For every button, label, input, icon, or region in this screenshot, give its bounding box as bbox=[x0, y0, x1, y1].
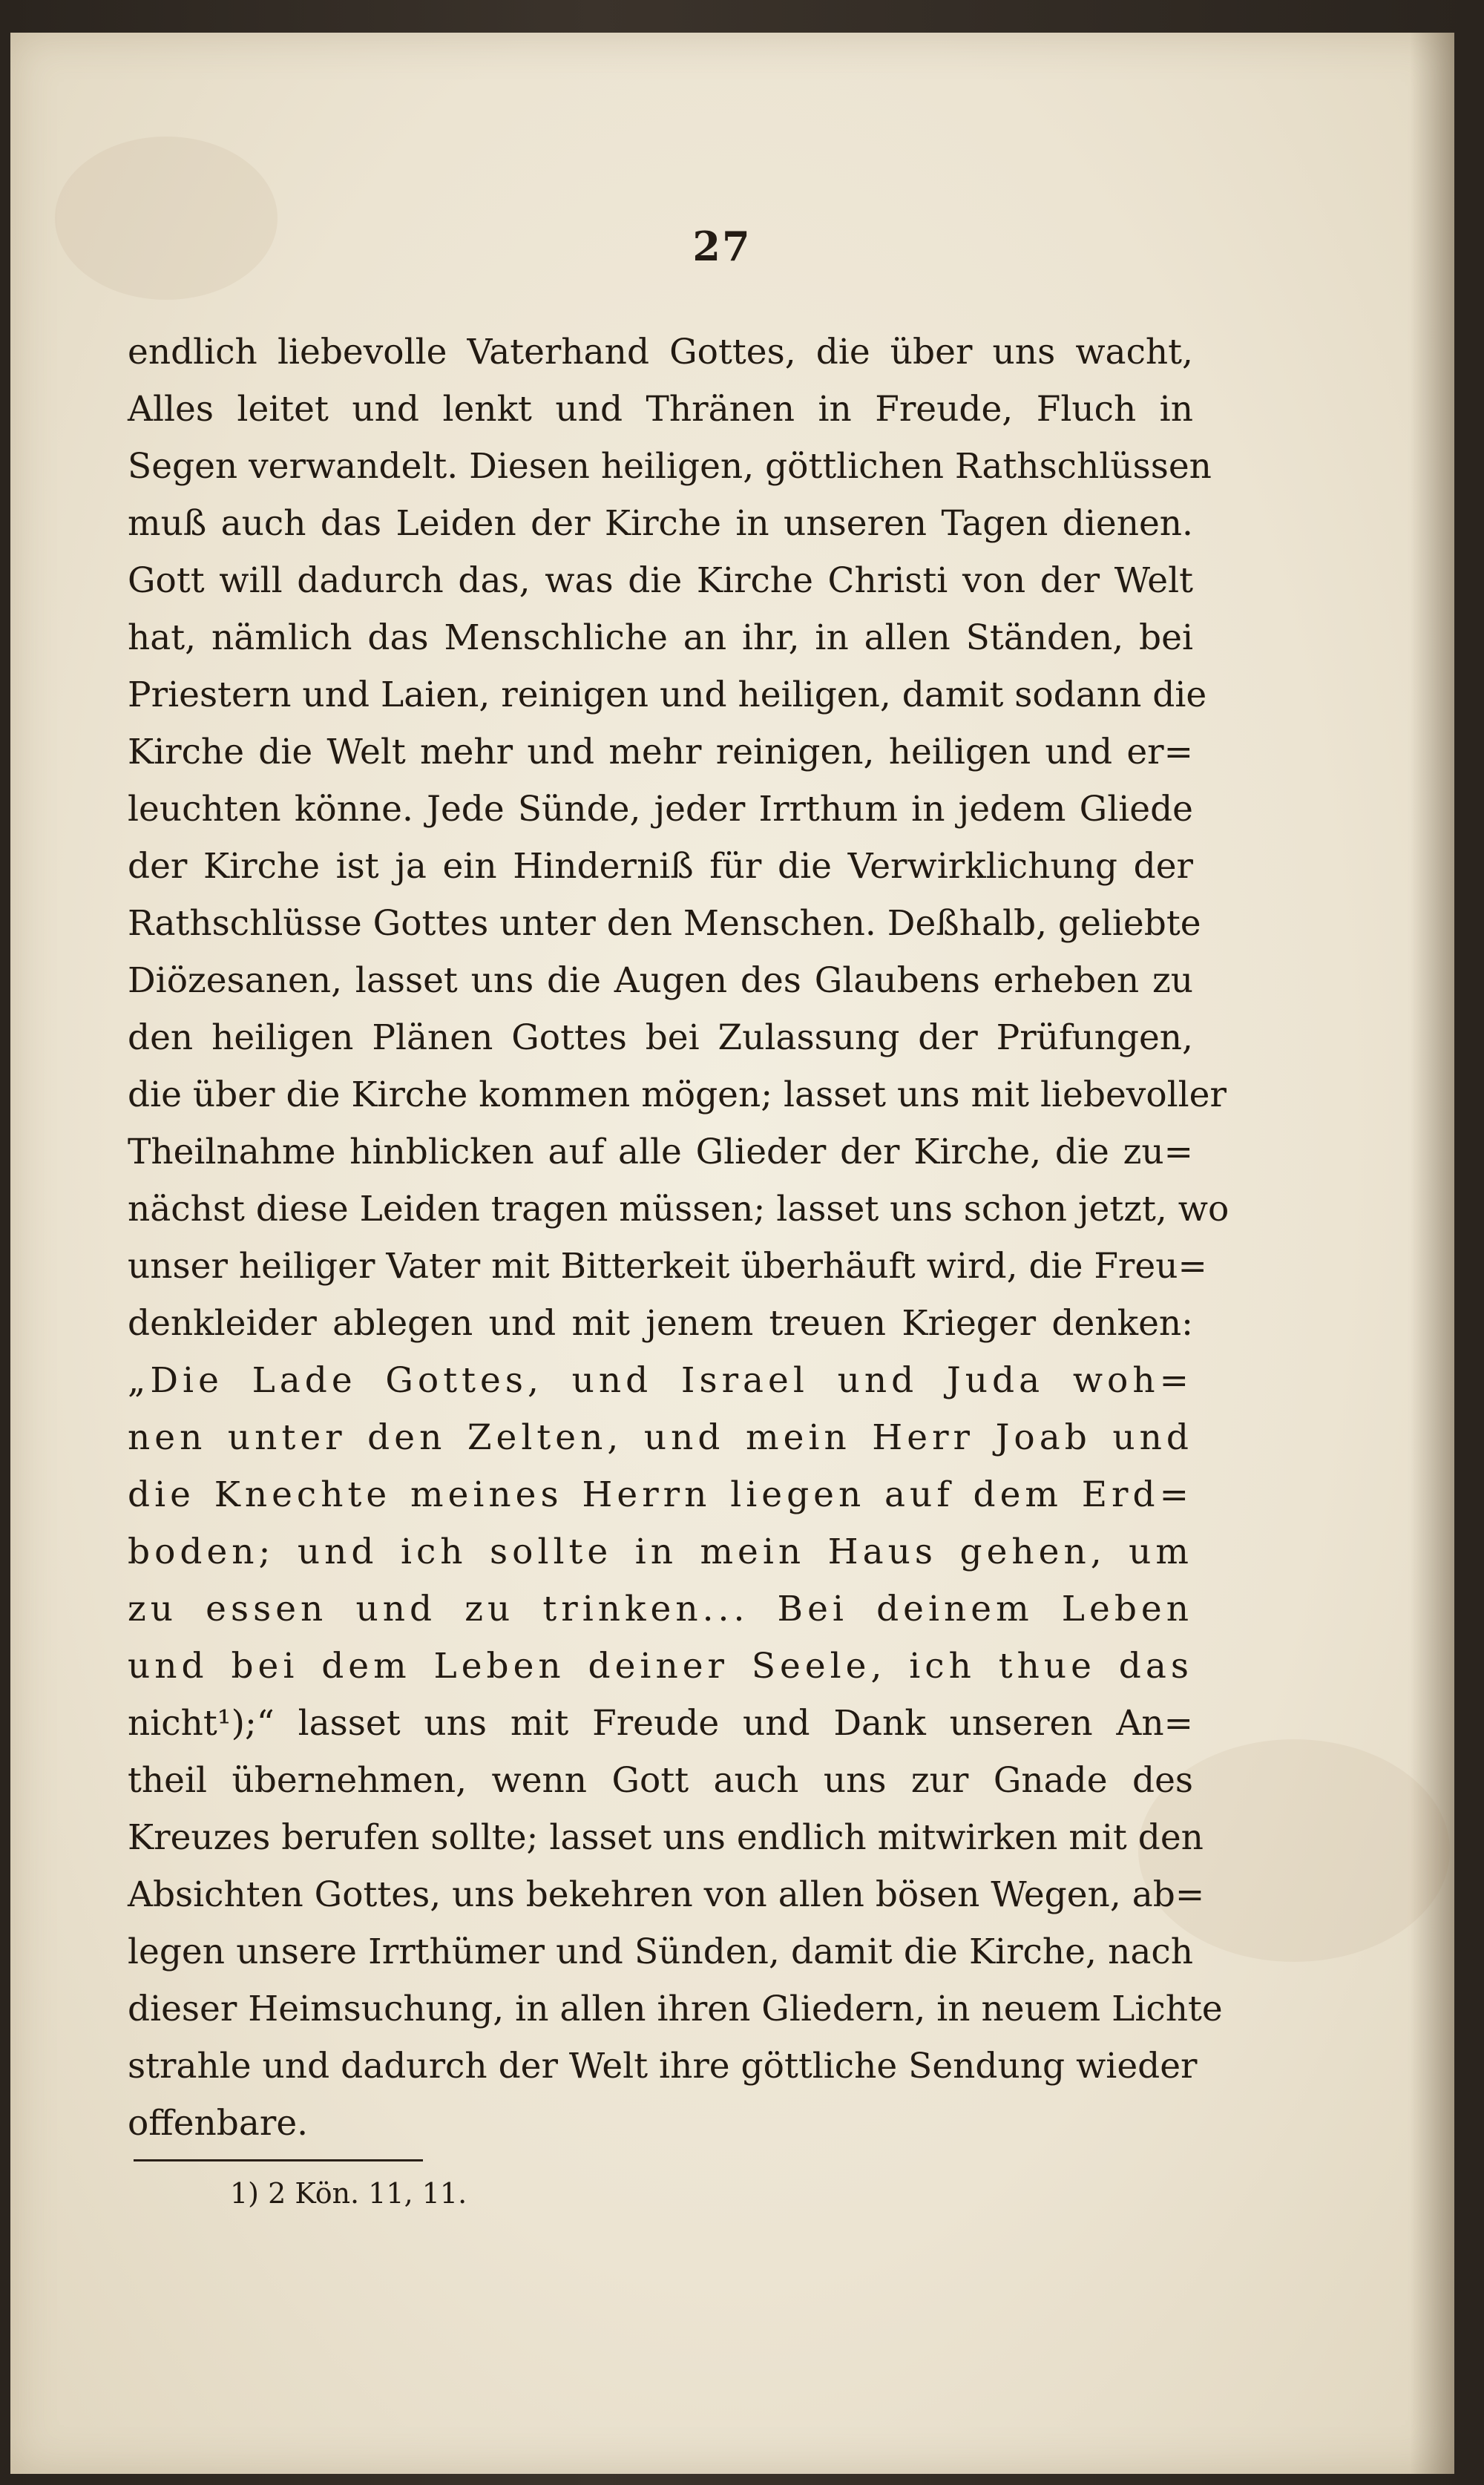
text-line: legen unsere Irrthümer und Sünden, damit die Kirche, nach bbox=[128, 1931, 1193, 1972]
text-line: dieser Heimsuchung, in allen ihren Gliedern, in neuem Lichte bbox=[128, 1989, 1223, 2029]
text-line: muß auch das Leiden der Kirche in unseren Tagen dienen. bbox=[128, 503, 1193, 544]
text-line: der Kirche ist ja ein Hinderniß für die Verwirklichung der bbox=[128, 846, 1193, 887]
text-line: Rathschlüsse Gottes unter den Menschen. Deßhalb, geliebte bbox=[128, 903, 1201, 944]
text-line: denkleider ablegen und mit jenem treuen Krieger denken: bbox=[128, 1303, 1193, 1344]
quote-line: boden; und ich sollte in mein Haus gehen, um bbox=[128, 1532, 1193, 1572]
quote-line: und bei dem Leben deiner Seele, ich thue das bbox=[128, 1646, 1193, 1687]
text-line: theil übernehmen, wenn Gott auch uns zur Gnade des bbox=[128, 1760, 1193, 1801]
text-line: Kirche die Welt mehr und mehr reinigen, heiligen und er= bbox=[128, 732, 1193, 772]
page-spine-shadow bbox=[1410, 33, 1454, 2474]
quote-line: zu essen und zu trinken... Bei deinem Leben bbox=[128, 1589, 1193, 1629]
footnote: 1) 2 Kön. 11, 11. bbox=[230, 2177, 467, 2210]
text-line: Gott will dadurch das, was die Kirche Christi von der Welt bbox=[128, 560, 1193, 601]
text-line: leuchten könne. Jede Sünde, jeder Irrthum in jedem Gliede bbox=[128, 789, 1193, 830]
text-line: Segen verwandelt. Diesen heiligen, göttlichen Rathschlüssen bbox=[128, 446, 1212, 487]
text-line: endlich liebevolle Vaterhand Gottes, die über uns wacht, bbox=[128, 332, 1193, 372]
quote-line: die Knechte meines Herrn liegen auf dem Erd= bbox=[128, 1474, 1193, 1515]
text-line: hat, nämlich das Menschliche an ihr, in allen Ständen, bei bbox=[128, 617, 1193, 658]
text-line: Kreuzes berufen sollte; lasset uns endlich mitwirken mit den bbox=[128, 1817, 1204, 1858]
text-line: nicht¹);“ lasset uns mit Freude und Dank unseren An= bbox=[128, 1703, 1193, 1744]
page-number: 27 bbox=[692, 223, 752, 270]
text-line: unser heiliger Vater mit Bitterkeit überhäuft wird, die Freu= bbox=[128, 1246, 1207, 1287]
text-line: Alles leitet und lenkt und Thränen in Freude, Fluch in bbox=[128, 389, 1193, 430]
paper-stain bbox=[55, 137, 278, 300]
text-line: strahle und dadurch der Welt ihre göttliche Sendung wieder bbox=[128, 2046, 1198, 2087]
quote-line: „Die Lade Gottes, und Israel und Juda woh= bbox=[128, 1360, 1193, 1401]
body-text bbox=[128, 324, 1229, 2152]
footnote-divider bbox=[134, 2159, 423, 2161]
text-line: Diözesanen, lasset uns die Augen des Glaubens erheben zu bbox=[128, 960, 1193, 1001]
text-line: die über die Kirche kommen mögen; lasset uns mit liebevoller bbox=[128, 1074, 1227, 1115]
text-line: nächst diese Leiden tragen müssen; lasset uns schon jetzt, wo bbox=[128, 1189, 1229, 1230]
quote-line: nen unter den Zelten, und mein Herr Joab und bbox=[128, 1417, 1193, 1458]
text-line: Priestern und Laien, reinigen und heiligen, damit sodann die bbox=[128, 674, 1207, 715]
text-line: Absichten Gottes, uns bekehren von allen bösen Wegen, ab= bbox=[128, 1874, 1205, 1915]
text-line: offenbare. bbox=[128, 2103, 309, 2144]
text-line: den heiligen Plänen Gottes bei Zulassung der Prüfungen, bbox=[128, 1017, 1193, 1058]
text-line: Theilnahme hinblicken auf alle Glieder der Kirche, die zu= bbox=[128, 1132, 1193, 1172]
